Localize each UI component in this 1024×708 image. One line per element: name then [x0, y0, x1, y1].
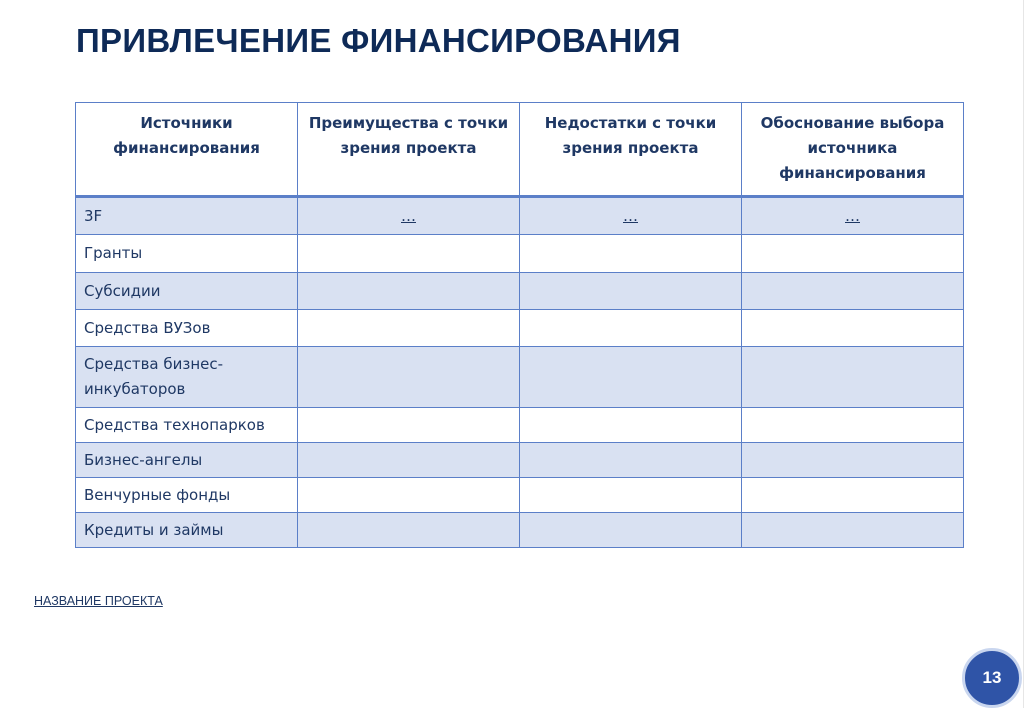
- financing-table: [75, 102, 964, 548]
- cell-justification[interactable]: [742, 310, 964, 347]
- column-header-disadvantages: Недостатки с точки зрения проекта: [520, 103, 742, 197]
- cell-source: Гранты: [76, 235, 298, 273]
- page-number-badge: [962, 648, 1022, 708]
- table-row: [76, 310, 964, 347]
- page-number: 13: [982, 668, 1002, 687]
- cell-justification[interactable]: [742, 513, 964, 548]
- column-header-sources: Источники финансирования: [76, 103, 298, 197]
- cell-disadvantages[interactable]: [520, 310, 742, 347]
- cell-disadvantages[interactable]: [520, 478, 742, 513]
- table-row: [76, 197, 964, 235]
- table-row: [76, 513, 964, 548]
- cell-disadvantages[interactable]: [520, 513, 742, 548]
- table-row: [76, 443, 964, 478]
- cell-disadvantages[interactable]: [520, 273, 742, 310]
- table-row: [76, 408, 964, 443]
- cell-source: Кредиты и займы: [76, 513, 298, 548]
- cell-source: Средства ВУЗов: [76, 310, 298, 347]
- cell-justification[interactable]: [742, 347, 964, 408]
- cell-advantages[interactable]: [298, 443, 520, 478]
- cell-justification[interactable]: [742, 478, 964, 513]
- cell-disadvantages[interactable]: [520, 347, 742, 408]
- cell-source: Средства технопарков: [76, 408, 298, 443]
- cell-source: 3F: [76, 197, 298, 235]
- page-title: ПРИВЛЕЧЕНИЕ ФИНАНСИРОВАНИЯ: [76, 22, 681, 59]
- table-header-row: [76, 103, 964, 197]
- cell-disadvantages[interactable]: [520, 408, 742, 443]
- cell-advantages[interactable]: …: [298, 197, 520, 235]
- table-row: [76, 478, 964, 513]
- table-row: [76, 273, 964, 310]
- cell-source: Венчурные фонды: [76, 478, 298, 513]
- cell-advantages[interactable]: [298, 273, 520, 310]
- cell-source: Средства бизнес-инкубаторов: [76, 347, 298, 408]
- cell-advantages[interactable]: [298, 235, 520, 273]
- cell-justification[interactable]: [742, 235, 964, 273]
- column-header-advantages: Преимущества с точки зрения проекта: [298, 103, 520, 197]
- column-header-justification: Обоснование выбора источника финансирования: [742, 103, 964, 197]
- cell-disadvantages[interactable]: [520, 235, 742, 273]
- cell-advantages[interactable]: [298, 513, 520, 548]
- cell-disadvantages[interactable]: [520, 443, 742, 478]
- cell-source: Субсидии: [76, 273, 298, 310]
- project-name-link[interactable]: НАЗВАНИЕ ПРОЕКТА: [34, 594, 163, 608]
- cell-disadvantages[interactable]: …: [520, 197, 742, 235]
- cell-justification[interactable]: …: [742, 197, 964, 235]
- cell-advantages[interactable]: [298, 310, 520, 347]
- cell-advantages[interactable]: [298, 408, 520, 443]
- cell-justification[interactable]: [742, 273, 964, 310]
- cell-advantages[interactable]: [298, 478, 520, 513]
- table-row: [76, 235, 964, 273]
- cell-source: Бизнес-ангелы: [76, 443, 298, 478]
- cell-justification[interactable]: [742, 443, 964, 478]
- cell-justification[interactable]: [742, 408, 964, 443]
- cell-advantages[interactable]: [298, 347, 520, 408]
- table-row: [76, 347, 964, 408]
